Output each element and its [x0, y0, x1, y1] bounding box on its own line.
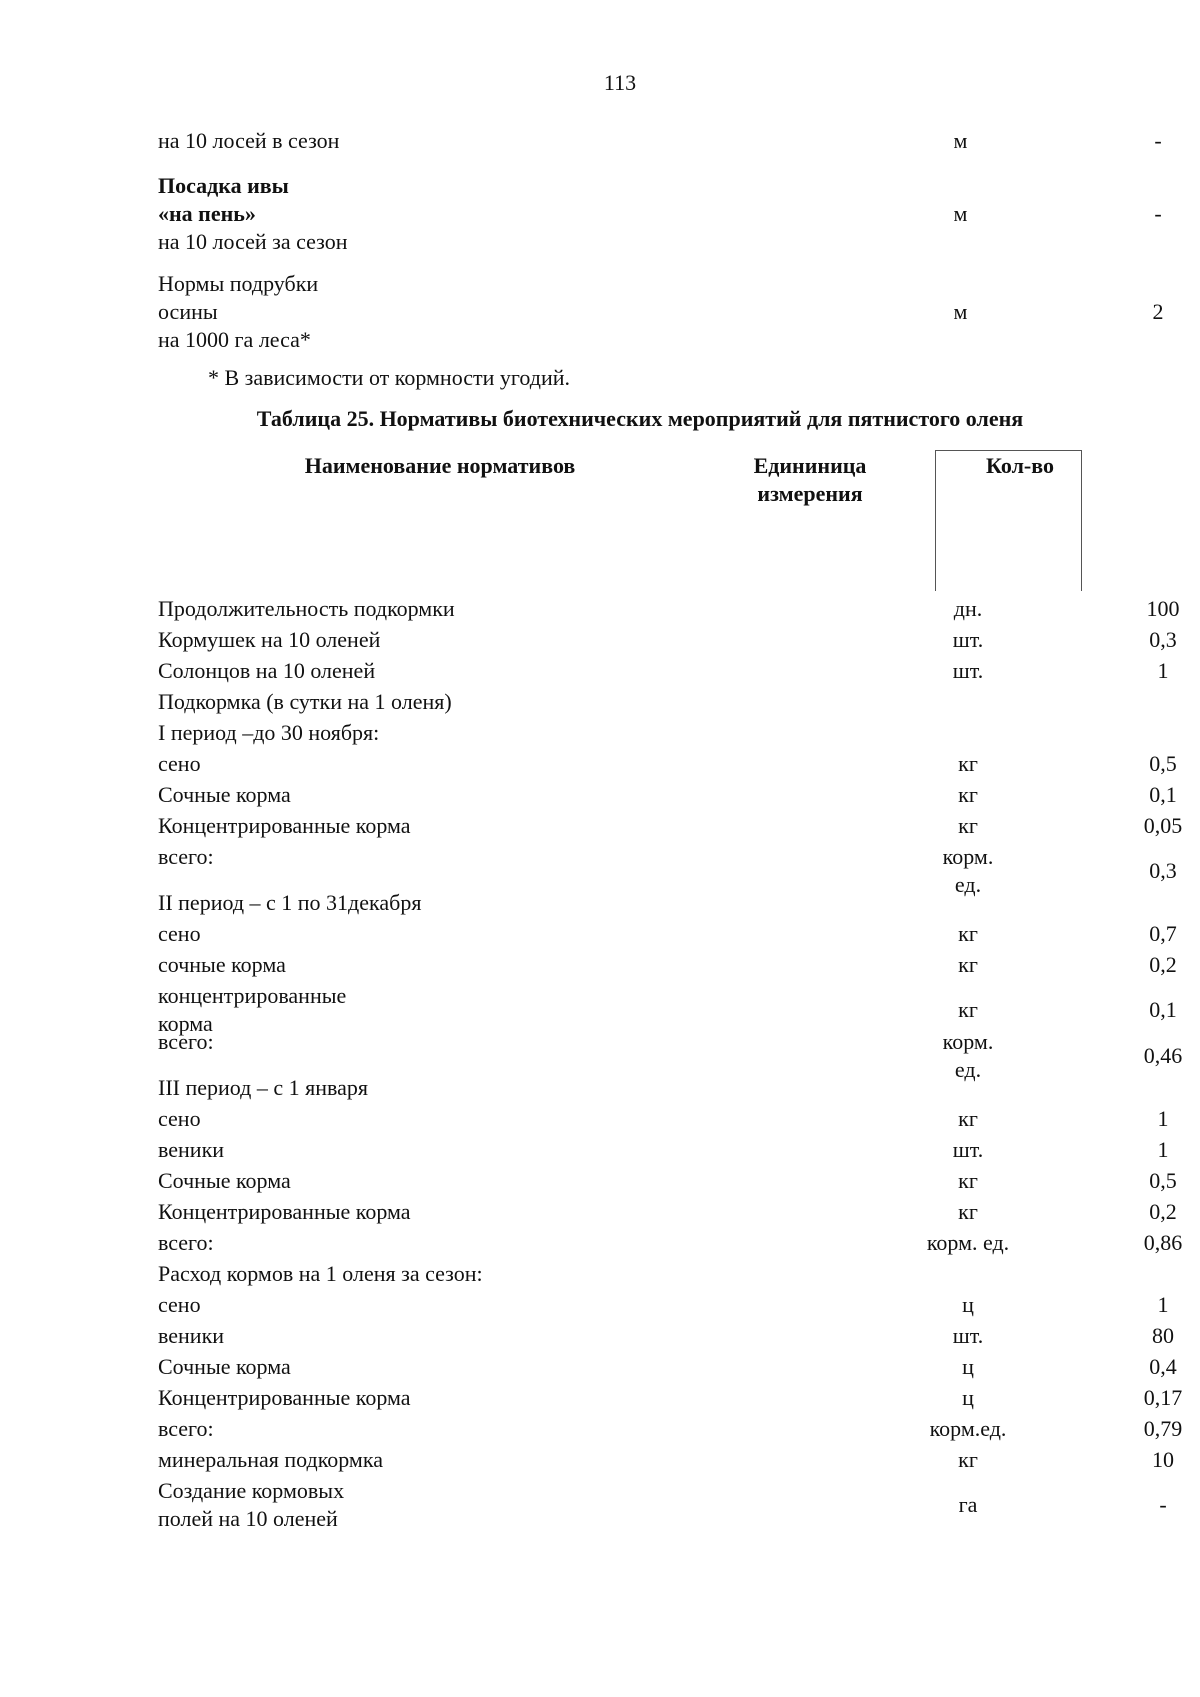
row-name-line: на 1000 га леса* — [158, 327, 311, 352]
row-name — [158, 127, 718, 155]
row-name-line: Посадка ивы — [158, 173, 289, 198]
row-unit-line: корм.ед. — [929, 1416, 1007, 1441]
header-qty: Кол-во — [986, 453, 1054, 478]
row-name-line: всего: — [158, 1416, 214, 1441]
row-qty: 0,1 — [1149, 997, 1177, 1022]
row-name-line: Подкормка (в сутки на 1 оленя) — [158, 689, 452, 714]
row-name — [158, 172, 718, 256]
row-qty: 0,1 — [1149, 782, 1177, 807]
row-name-line: Сочные корма — [158, 1354, 291, 1379]
row-qty: 0,79 — [1143, 1416, 1183, 1441]
row-qty: 1 — [1157, 1292, 1169, 1317]
row-name — [158, 657, 718, 685]
table-caption: Таблица 25. Нормативы биотехнических мероприятий для пятнистого оленя — [256, 406, 1024, 431]
row-qty: 0,4 — [1149, 1354, 1177, 1379]
row-unit — [858, 1353, 1078, 1381]
row-unit — [858, 595, 1078, 623]
row-name — [158, 1136, 718, 1164]
row-qty: 100 — [1146, 596, 1180, 621]
row-unit-line: кг — [958, 813, 978, 838]
row-name — [158, 1384, 718, 1412]
row-qty: 0,2 — [1149, 952, 1177, 977]
row-unit-line: ц — [962, 1354, 974, 1379]
row-name — [158, 1477, 718, 1533]
row-unit-line: кг — [958, 1447, 978, 1472]
row-unit-line: кг — [958, 751, 978, 776]
row-unit-line: корм. ед. — [926, 1230, 1010, 1255]
row-qty: 80 — [1152, 1323, 1174, 1348]
row-name-line: сено — [158, 1106, 201, 1131]
row-name-line: на 10 лосей в сезон — [158, 128, 340, 153]
row-name — [158, 1229, 718, 1257]
row-unit — [858, 298, 1063, 326]
row-qty: - — [1154, 128, 1162, 153]
row-name — [158, 1167, 718, 1195]
row-unit — [858, 1028, 1078, 1084]
row-name — [158, 920, 718, 948]
row-unit — [858, 1384, 1078, 1412]
row-unit — [858, 843, 1078, 899]
row-unit-line: ед. — [954, 1057, 982, 1082]
row-unit — [858, 1136, 1078, 1164]
row-name — [158, 750, 718, 778]
row-unit — [858, 1167, 1078, 1195]
row-unit — [858, 812, 1078, 840]
row-name-line: I период –до 30 ноября: — [158, 720, 380, 745]
row-name-line: Кормушек на 10 оленей — [158, 627, 381, 652]
row-qty: 0,86 — [1143, 1230, 1183, 1255]
row-name — [158, 270, 718, 354]
row-name — [158, 1291, 718, 1319]
row-unit-line: ед. — [954, 872, 982, 897]
row-qty: 1 — [1157, 658, 1169, 683]
row-name-line: осины — [158, 299, 218, 324]
row-name-line: всего: — [158, 1230, 214, 1255]
row-name-line: Сочные корма — [158, 782, 291, 807]
row-name — [158, 843, 718, 871]
row-name-line: Солонцов на 10 оленей — [158, 658, 376, 683]
row-unit — [858, 127, 1063, 155]
row-qty: - — [1154, 201, 1162, 226]
row-qty: 0,7 — [1149, 921, 1177, 946]
row-name — [158, 1198, 718, 1226]
row-name-line: Расход кормов на 1 оленя за сезон: — [158, 1261, 483, 1286]
row-name-line: полей на 10 оленей — [158, 1506, 338, 1531]
row-qty: 1 — [1157, 1106, 1169, 1131]
row-name — [158, 1028, 718, 1056]
row-unit — [858, 1105, 1078, 1133]
row-name-line: всего: — [158, 844, 214, 869]
row-name-line: Концентрированные корма — [158, 1199, 411, 1224]
row-unit — [858, 1291, 1078, 1319]
row-unit — [858, 1322, 1078, 1350]
row-qty: 0,3 — [1149, 627, 1177, 652]
row-qty: 0,17 — [1143, 1385, 1183, 1410]
row-unit-line: шт. — [952, 658, 984, 683]
row-unit-line: корм. — [942, 844, 994, 869]
row-unit-line: корм. — [942, 1029, 994, 1054]
row-unit-line: ц — [962, 1385, 974, 1410]
row-unit — [858, 1491, 1078, 1519]
row-unit-line: кг — [958, 921, 978, 946]
header-unit — [700, 452, 920, 508]
row-name-line: сено — [158, 921, 201, 946]
row-name — [158, 595, 718, 623]
row-qty: 1 — [1157, 1137, 1169, 1162]
row-unit-line: кг — [958, 952, 978, 977]
row-unit — [858, 1198, 1078, 1226]
row-unit — [858, 750, 1078, 778]
row-unit-line: м — [953, 128, 968, 153]
row-unit — [858, 657, 1078, 685]
row-name-line: Концентрированные корма — [158, 813, 411, 838]
row-unit — [858, 1446, 1078, 1474]
row-name — [158, 889, 718, 917]
row-name-line: концентрированные — [158, 983, 347, 1008]
row-qty: 0,5 — [1149, 1168, 1177, 1193]
row-unit — [858, 1415, 1078, 1443]
row-name-line: веники — [158, 1323, 225, 1348]
row-unit-line: кг — [958, 1106, 978, 1131]
row-name — [158, 1446, 718, 1474]
row-name-line: Сочные корма — [158, 1168, 291, 1193]
row-name — [158, 812, 718, 840]
row-qty: - — [1159, 1492, 1167, 1517]
row-name — [158, 1105, 718, 1133]
row-qty: 0,05 — [1143, 813, 1183, 838]
row-unit — [858, 920, 1078, 948]
row-name-line: Создание кормовых — [158, 1478, 345, 1503]
row-unit-line: кг — [958, 997, 978, 1022]
row-unit-line: м — [953, 299, 968, 324]
row-unit-line: кг — [958, 1199, 978, 1224]
row-name-line: сочные корма — [158, 952, 286, 977]
row-name-line: минеральная подкормка — [158, 1447, 383, 1472]
row-name-line: «на пень» — [158, 201, 256, 226]
row-unit — [858, 951, 1078, 979]
row-name-line: Нормы подрубки — [158, 271, 319, 296]
row-unit-line: ц — [962, 1292, 974, 1317]
row-unit-line: кг — [958, 782, 978, 807]
row-unit-line: м — [953, 201, 968, 226]
row-unit — [858, 781, 1078, 809]
row-name — [158, 1353, 718, 1381]
row-name-line: всего: — [158, 1029, 214, 1054]
row-name-line: Продолжительность подкормки — [158, 596, 455, 621]
header-name: Наименование нормативов — [304, 453, 576, 478]
page-number: 113 — [603, 70, 637, 95]
row-unit-line: шт. — [952, 627, 984, 652]
row-unit — [858, 200, 1063, 228]
row-name — [158, 1260, 718, 1288]
row-qty: 0,46 — [1143, 1043, 1183, 1068]
row-qty: 0,5 — [1149, 751, 1177, 776]
row-name — [158, 688, 718, 716]
row-unit-line: кг — [958, 1168, 978, 1193]
row-unit-line: шт. — [952, 1323, 984, 1348]
row-name — [158, 1415, 718, 1443]
row-qty: 0,2 — [1149, 1199, 1177, 1224]
row-qty: 10 — [1152, 1447, 1174, 1472]
row-unit — [858, 996, 1078, 1024]
row-name — [158, 951, 718, 979]
row-name-line: веники — [158, 1137, 225, 1162]
row-name — [158, 719, 718, 747]
row-name-line: сено — [158, 751, 201, 776]
row-name — [158, 1074, 718, 1102]
row-name-line: Концентрированные корма — [158, 1385, 411, 1410]
row-name-line: III период – с 1 января — [158, 1075, 368, 1100]
row-unit-line: шт. — [952, 1137, 984, 1162]
row-qty: 2 — [1152, 299, 1164, 324]
row-unit — [858, 1229, 1078, 1257]
row-name-line: сено — [158, 1292, 201, 1317]
header-unit-line: измерения — [757, 481, 863, 506]
row-name-line: II период – с 1 по 31декабря — [158, 890, 422, 915]
row-name — [158, 626, 718, 654]
row-unit — [858, 626, 1078, 654]
row-name-line: корма — [158, 1011, 213, 1036]
header-unit-line: Едининица — [753, 453, 867, 478]
row-unit-line: га — [958, 1492, 978, 1517]
footnote: * В зависимости от кормности угодий. — [208, 365, 570, 390]
row-name — [158, 781, 718, 809]
row-qty: 0,3 — [1149, 858, 1177, 883]
row-name-line: на 10 лосей за сезон — [158, 229, 348, 254]
row-unit-line: дн. — [953, 596, 983, 621]
row-name — [158, 1322, 718, 1350]
